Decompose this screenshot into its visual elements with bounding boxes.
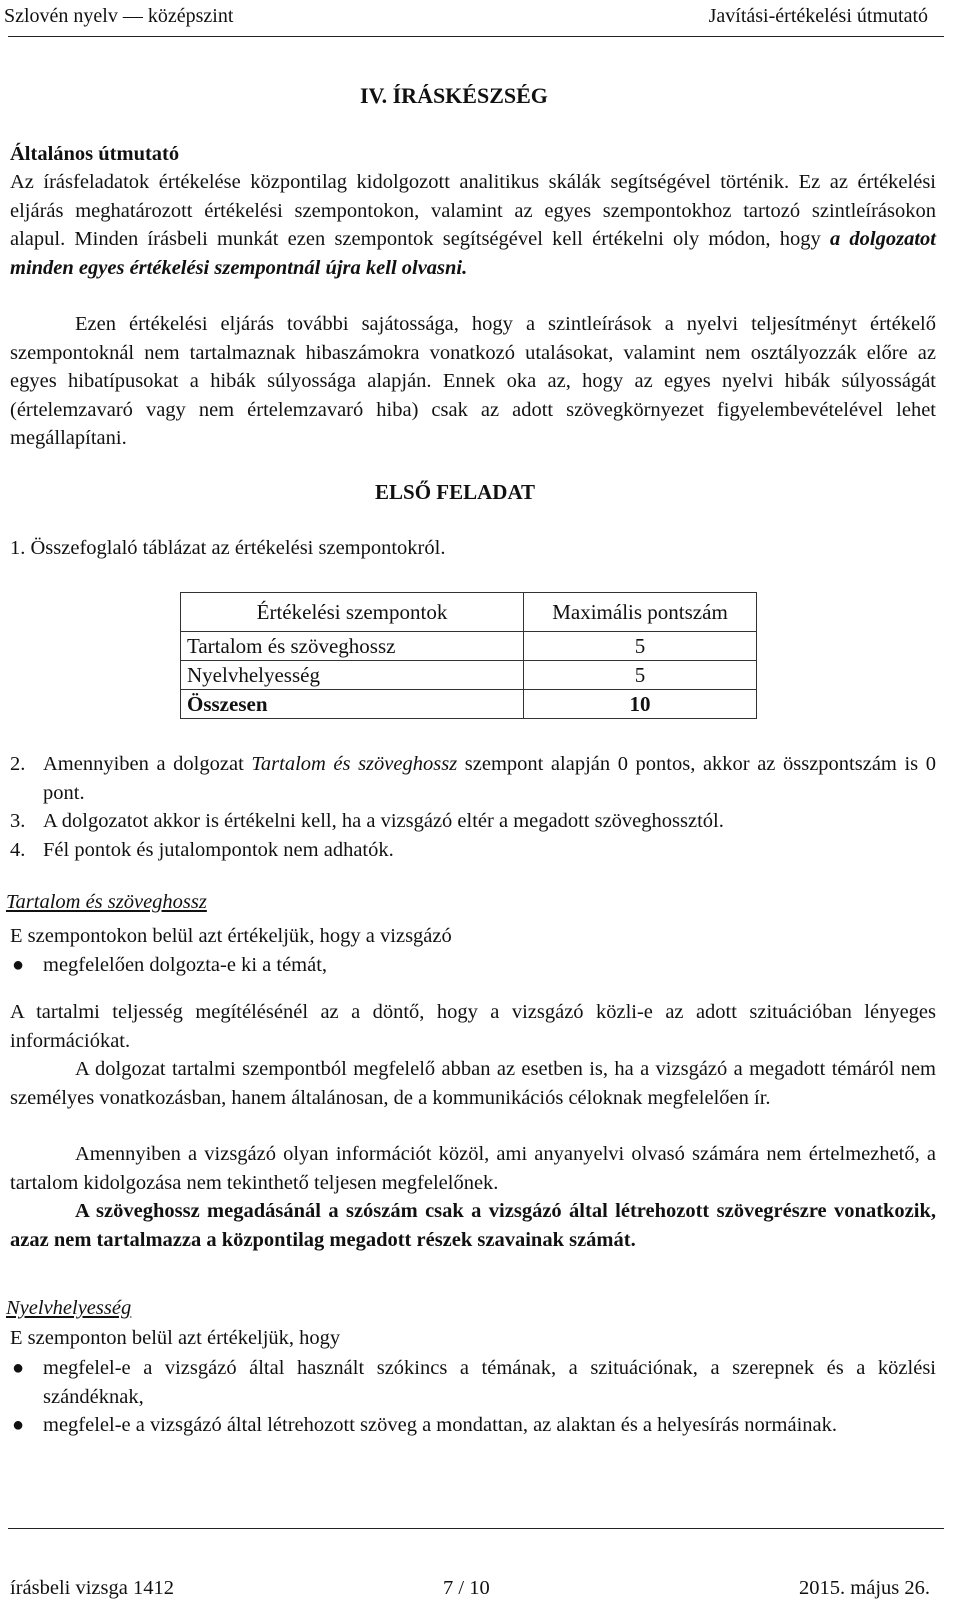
- item-2-text-b: szempont alapján 0 pontos, akkor az összpontszám is 0 pont.: [43, 753, 936, 804]
- table-total-row: [181, 690, 757, 719]
- criteria-table: [180, 592, 757, 719]
- footer-center: 7 / 10: [443, 1577, 490, 1599]
- content-paragraph-4: A szöveghossz megadásánál a szószám csak a vizsgázó által létrehozott szövegrészre vonatkozik, azaz nem tartalmazza a központilag megadott részek szavainak számát.: [10, 1200, 936, 1251]
- language-heading: Nyelvhelyesség: [6, 1297, 132, 1319]
- language-bullet-2: megfelel-e a vizsgázó által létrehozott szöveg a mondattan, az alaktan és a helyesírás normáinak.: [43, 1414, 838, 1436]
- table-total-label: Összesen: [181, 690, 524, 719]
- table-cell-label: Tartalom és szöveghossz: [181, 632, 524, 661]
- bullet-icon: ●: [12, 1414, 25, 1436]
- table-row: [181, 632, 757, 661]
- item-4-number: 4.: [10, 839, 26, 861]
- general-p1-text: Az írásfeladatok értékelése központilag kidolgozott analitikus skálák segítségével történik. Ez az értékelési eljárás meghatározott értékelési szempontokon, valamint az egyes szempontokhoz tartozó szintleírásokon alapul. Minden írásbeli munkát ezen szempontok segítségével kell értékelni oly módon, hogy: [10, 171, 936, 250]
- header-right: Javítási-értékelési útmutató: [708, 5, 928, 27]
- bullet-icon: ●: [12, 1357, 25, 1379]
- item-1: 1. Összefoglaló táblázat az értékelési szempontokról.: [10, 537, 446, 559]
- item-2-emphasis: Tartalom és szöveghossz: [251, 753, 458, 775]
- table-header-criteria: Értékelési szempontok: [181, 593, 524, 632]
- language-intro: E szemponton belül azt értékeljük, hogy: [10, 1327, 341, 1349]
- header-rule: [8, 36, 944, 37]
- table-total-value: 10: [524, 690, 757, 719]
- content-intro: E szempontokon belül azt értékeljük, hogy a vizsgázó: [10, 925, 452, 947]
- task-title: ELSŐ FELADAT: [375, 480, 536, 504]
- language-bullet-1: megfelel-e a vizsgázó által használt szókincs a témának, a szituációnak, a szerepnek és a közlési szándéknak,: [43, 1357, 936, 1408]
- table-cell-value: 5: [524, 661, 757, 690]
- general-paragraph-2: Ezen értékelési eljárás további sajátossága, hogy a szintleírások a nyelvi teljesítményt értékelő szempontoknál nem tartalmaznak hibaszámokra vonatkozó utalásokat, valamint nem osztályozzák előre az egyes hibatípusokat a hibák súlyossága alapján. Ennek oka az, hogy az egyes nyelvi hibák súlyosságát (értelemzavaró vagy nem értelemzavaró hiba) csak az adott szövegkörnyezet figyelembevételével lehet megállapítani.: [10, 313, 936, 449]
- footer-rule: [8, 1528, 944, 1529]
- item-3: A dolgozatot akkor is értékelni kell, ha a vizsgázó eltér a megadott szöveghossztól.: [43, 810, 724, 832]
- bullet-icon: ●: [12, 954, 25, 976]
- section-title: IV. ÍRÁSKÉSZSÉG: [360, 83, 548, 108]
- footer-left: írásbeli vizsga 1412: [10, 1577, 174, 1599]
- general-p1-emphasis: a dolgozatot minden egyes értékelési szempontnál újra kell olvasni.: [10, 228, 936, 279]
- table-header-max-score: Maximális pontszám: [524, 593, 757, 632]
- table-header-row: [181, 593, 757, 632]
- item-2: [43, 750, 936, 807]
- item-2-text-a: Amennyiben a dolgozat: [43, 753, 252, 775]
- table-cell-label: Nyelvhelyesség: [181, 661, 524, 690]
- general-paragraph-1: [10, 168, 936, 282]
- footer-right: 2015. május 26.: [799, 1577, 930, 1599]
- content-heading: Tartalom és szöveghossz: [6, 891, 207, 913]
- content-bullet-1: megfelelően dolgozta-e ki a témát,: [43, 954, 328, 976]
- content-paragraph-3: Amennyiben a vizsgázó olyan információt közöl, ami anyanyelvi olvasó számára nem értelmezhető, a tartalom kidolgozása nem tekinthető teljesen megfelelőnek.: [10, 1143, 936, 1194]
- table-row: [181, 661, 757, 690]
- table-cell-value: 5: [524, 632, 757, 661]
- item-3-number: 3.: [10, 810, 26, 832]
- item-2-number: 2.: [10, 753, 26, 775]
- content-paragraph-2: A dolgozat tartalmi szempontból megfelelő abban az esetben is, ha a vizsgázó a megadott témáról nem személyes vonatkozásban, hanem általánosan, de a kommunikációs céloknak megfelelően ír.: [10, 1058, 936, 1109]
- item-4: Fél pontok és jutalompontok nem adhatók.: [43, 839, 394, 861]
- header-left: Szlovén nyelv — középszint: [4, 5, 234, 27]
- general-heading: Általános útmutató: [10, 143, 180, 165]
- content-paragraph-1: A tartalmi teljesség megítélésénél az a döntő, hogy a vizsgázó közli-e az adott szituációban lényeges információkat.: [10, 1001, 936, 1052]
